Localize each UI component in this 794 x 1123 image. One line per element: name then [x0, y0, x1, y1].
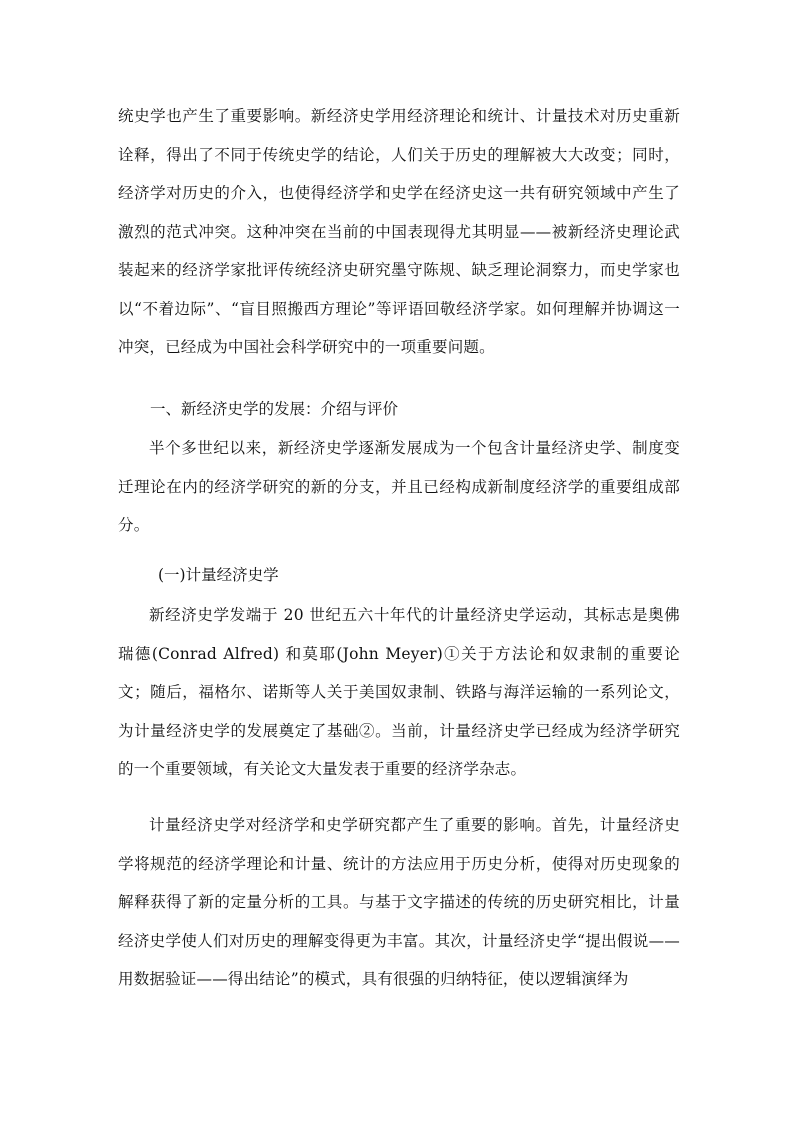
paragraph-continued: 统史学也产生了重要影响。新经济史学用经济理论和统计、计量技术对历史重新诠释，得出了不同于传统史学的结论，人们关于历史的理解被大大改变；同时，经济学对历史的介入，也使得经济学和史学在经济史这一共有研究领域中产生了激烈的范式冲突。这种冲突在当前的中国表现得尤其明显——被新经济史理论武装起来的经济学家批评传统经济史研究墨守陈规、缺乏理论洞察力，而史学家也以“不着边际”、“盲目照搬西方理论”等评语回敬经济学家。如何理解并协调这一冲突，已经成为中国社会科学研究中的一项重要问题。 — [118, 107, 680, 356]
section-heading: 一、新经济史学的发展：介绍与评价 — [150, 400, 399, 418]
paragraph-influence: 计量经济史学对经济学和史学研究都产生了重要的影响。首先，计量经济史学将规范的经济学理论和计量、统计的方法应用于历史分析，使得对历史现象的解释获得了新的定量分析的工具。与基于文字描述的传统的历史研究相比，计量经济史学使人们对历史的理解变得更为丰富。其次，计量经济史学“提出假说——用数据验证——得出结论”的模式，具有很强的归纳特征，使以逻辑演绎为 — [118, 816, 680, 988]
subsection-heading: (一)计量经济史学 — [158, 566, 279, 584]
paragraph-intro: 半个多世纪以来，新经济史学逐渐发展成为一个包含计量经济史学、制度变迁理论在内的经济学研究的新的分支，并且已经构成新制度经济学的重要组成部分。 — [118, 439, 680, 534]
paragraph-origin: 新经济史学发端于 20 世纪五六十年代的计量经济史学运动，其标志是奥佛瑞德(Conrad Alfred) 和莫耶(John Meyer)①关于方法论和奴隶制的重要论文；随后，福格尔、诺斯等人关于美国奴隶制、铁路与海洋运输的一系列论文，为计量经济史学的发展奠定了基础②。当前，计量经济史学已经成为经济学研究的一个重要领域，有关论文大量发表于重要的经济学杂志。 — [118, 606, 680, 778]
